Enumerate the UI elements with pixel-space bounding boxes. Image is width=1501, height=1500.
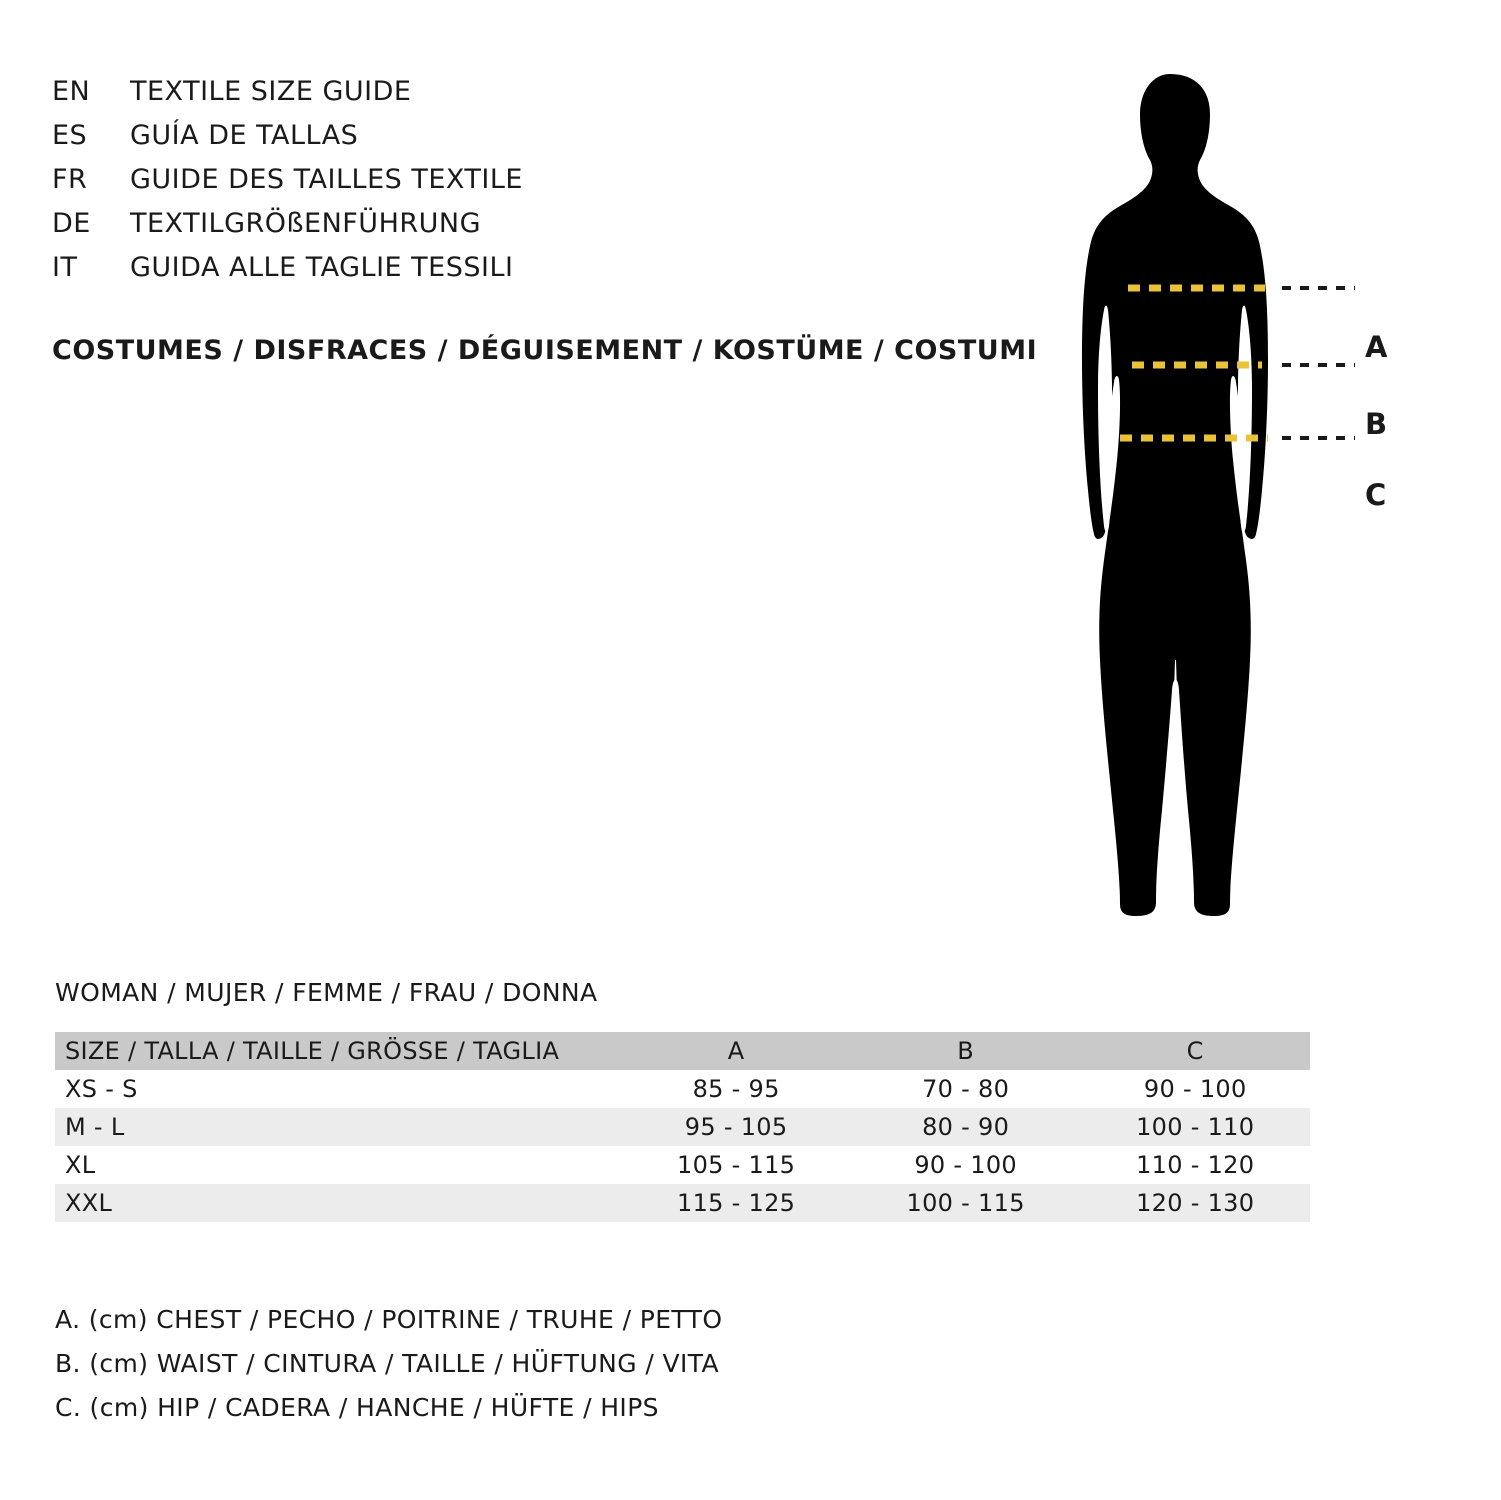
cell-a: 115 - 125	[621, 1184, 851, 1222]
table-header-a: A	[621, 1032, 851, 1070]
cell-size: XXL	[55, 1184, 621, 1222]
category-line: COSTUMES / DISFRACES / DÉGUISEMENT / KOSTÜME / COSTUMI	[52, 335, 1038, 366]
cell-b: 90 - 100	[851, 1146, 1081, 1184]
cell-a: 85 - 95	[621, 1070, 851, 1108]
marker-label-b: B	[1365, 407, 1388, 441]
cell-size: XL	[55, 1146, 621, 1184]
table-row	[55, 1184, 1310, 1222]
marker-label-a: A	[1365, 330, 1388, 364]
cell-c: 110 - 120	[1080, 1146, 1310, 1184]
table-row	[55, 1070, 1310, 1108]
female-silhouette-icon	[1020, 60, 1480, 940]
language-code-fr: FR	[52, 164, 88, 195]
legend-line-a: A. (cm) CHEST / PECHO / POITRINE / TRUHE / PETTO	[55, 1305, 723, 1334]
legend-line-b: B. (cm) WAIST / CINTURA / TAILLE / HÜFTUNG / VITA	[55, 1349, 720, 1378]
language-row-fr	[52, 158, 1012, 202]
table-caption: WOMAN / MUJER / FEMME / FRAU / DONNA	[55, 978, 598, 1007]
marker-label-c: C	[1365, 478, 1387, 512]
cell-b: 100 - 115	[851, 1184, 1081, 1222]
language-text-it: GUIDA ALLE TAGLIE TESSILI	[130, 252, 514, 283]
language-list	[52, 70, 1012, 290]
table-header-size: SIZE / TALLA / TAILLE / GRÖSSE / TAGLIA	[55, 1032, 621, 1070]
language-row-de	[52, 202, 1012, 246]
language-text-de: TEXTILGRÖßENFÜHRUNG	[130, 208, 482, 239]
cell-a: 105 - 115	[621, 1146, 851, 1184]
cell-c: 90 - 100	[1080, 1070, 1310, 1108]
table-row	[55, 1146, 1310, 1184]
measurement-legend	[55, 1298, 1155, 1430]
cell-c: 100 - 110	[1080, 1108, 1310, 1146]
table-header-b: B	[851, 1032, 1081, 1070]
size-table-head	[55, 1032, 1310, 1070]
language-code-en: EN	[52, 76, 91, 107]
cell-c: 120 - 130	[1080, 1184, 1310, 1222]
language-row-en	[52, 70, 1012, 114]
language-row-es	[52, 114, 1012, 158]
size-table-body	[55, 1070, 1310, 1222]
language-text-en: TEXTILE SIZE GUIDE	[130, 76, 412, 107]
table-header-c: C	[1080, 1032, 1310, 1070]
language-row-it	[52, 246, 1012, 290]
cell-b: 70 - 80	[851, 1070, 1081, 1108]
cell-size: XS - S	[55, 1070, 621, 1108]
language-code-it: IT	[52, 252, 78, 283]
body-measurement-figure	[1020, 60, 1480, 940]
language-code-de: DE	[52, 208, 91, 239]
legend-line-c: C. (cm) HIP / CADERA / HANCHE / HÜFTE / HIPS	[55, 1393, 659, 1422]
cell-a: 95 - 105	[621, 1108, 851, 1146]
table-row	[55, 1108, 1310, 1146]
cell-size: M - L	[55, 1108, 621, 1146]
cell-b: 80 - 90	[851, 1108, 1081, 1146]
language-text-es: GUÍA DE TALLAS	[130, 120, 359, 151]
table-header-row	[55, 1032, 1310, 1070]
language-code-es: ES	[52, 120, 88, 151]
language-text-fr: GUIDE DES TAILLES TEXTILE	[130, 164, 523, 195]
size-table	[55, 1032, 1310, 1222]
